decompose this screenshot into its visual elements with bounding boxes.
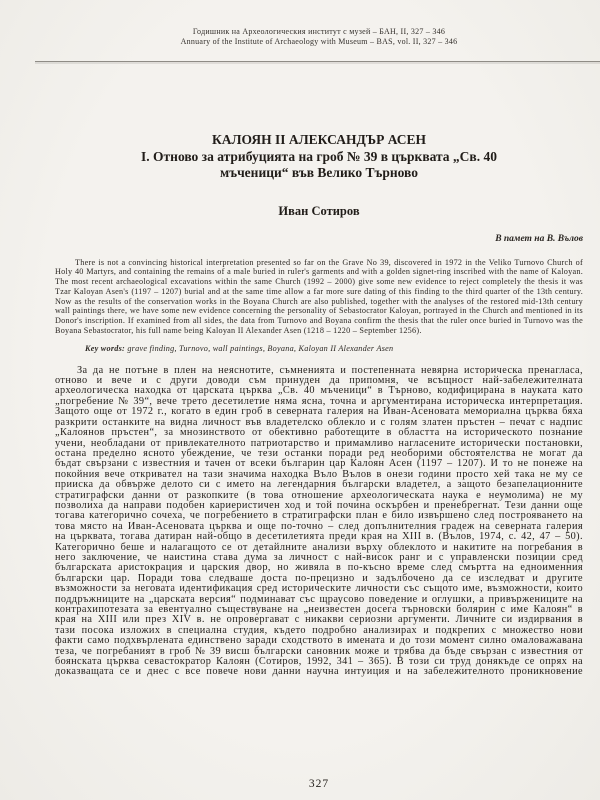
abstract-text: There is not a convincing historical interpretation presented so far on the Grave No 39, discovered in 1972 in the Veliko Turnovo Church of Holy 40 Martyrs, and containing the remains of a male buried in ruler's garments and with a golden signet-ring inscribed with the name of Kaloyan. The most recent archaeological excavations within the same Church (1992 – 2000) give some new evidence to reject completely the thesis it was Tzar Kaloyan Asen's (1197 – 1207) burial and at the same time allow a far more sure dating of this finding to the third quarter of the 13th century. Now as the results of the conservation works in the Boyana Church are also published, together with the analyses of the restored mid-13th century wall paintings there, we have some new evidence concerning the personality of Sebastocrator Kaloyan, portrayed in the Church and mentioned in its Donor's inscription. If examined from all sides, the data from Turnovo and Boyana confirm the thesis that the ruler once buried in Turnovo was the Boyana Sebastocrator, his full name being Kaloyan II Alexander Asen (1218 – 1220 – September 1256). xyxy=(55,257,583,336)
author-name: Иван Сотиров xyxy=(278,203,360,218)
page-number: 327 xyxy=(308,778,330,790)
dedication: В памет на В. Вълов xyxy=(495,233,583,244)
running-head xyxy=(55,27,583,47)
running-head-english: Annuary of the Institute of Archaeology with Museum – BAS, vol. II, 327 – 346 xyxy=(180,37,458,46)
keywords-line xyxy=(55,344,583,354)
article-subtitle-line2: мъченици“ във Велико Търново xyxy=(220,165,418,180)
article-subtitle-line1: I. Отново за атрибуцията на гроб № 39 в църквата „Св. 40 xyxy=(141,148,497,164)
header-rule xyxy=(35,61,600,62)
body-paragraph: За да не потъне в плен на неяснотите, съмненията и постепенната невярна историческа пренагласа, отново и вече и с други доводи съм принуден да припомня, че всъщност най-забележителната археологическа находка от царската църква „Св. 40 мъченици“ в Търново, кодифицирана в науката като „погребение № 39“, вече трето десетилетие няма ясна, точна и аргументирана историческа интерпретация. Защото още от 1972 г., когато в един гроб в северната галерия на Иван-Асеновата мемориална църква бяха разкрити останките на видна личност във владетелско облекло и с голям златен пръстен – печат с надпис „Калоянов пръстен“, за мнозинството от обективно работещите в областта на историческото познание учени, необладани от привлекателното патриотарство и примамливо нагласените исторически постановки, остана пределно ясното убеждение, че тези останки поради ред необорими обстоятелства не могат да бъдат свързани с известния и тачен от всеки българин цар Калоян Асен (1197 – 1207). И то не понеже на покойния вече откривател на тази значима находка Въло Вълов в онези години просто хей така не му се прииска да обвърже делото си с името на легендарния български владетел, а защото безапелационните стратиграфски данни от разкопките (в това отношение археологическата наука е неумолима) не му позволиха да направи подобен кариеристичен ход и той почина оскърбен и пренебрегнат. Тези данни още тогава категорично сочеха, че погребението в стратиграфски план е било извършено след построяването на това място на Иван-Асеновата църква и още по-точно – след допълнителния градеж на северната галерия на църквата, тогава датиран най-общо в десетилетията преди края на XIII в. (Вълов, 1974, с. 42, 47 – 50). Категорично беше и налагащото се от детайлните анализи върху облеклото и накитите на погребания в него заключение, че наистина става дума за личност с най-висок ранг и с управленски позиции сред българската аристокрация и царския двор, но живяла в по-късно време след смъртта на едноименния български цар. Поради това следваше доста по-прецизно и задълбочено да се изследват и другите възможности за неговата идентификация сред историческите личности със същото име, възможности, които поддръжниците на „царската версия“ подминават със щраусово поведение и оглушки, а привържениците на контрахипотезата за евентуално съществуване на „неизвестен досега търновски болярин с име Калоян“ в края на XIII или през XIV в. не опровергават с никакви сериозни аргументи. Личните си издирвания в тази посока изложих в специална студия, където подробно анализирах и подкрепих с множество нови факти само подхвърлената единствено заради сходството в имената и до този момент силно омаловажавана теза, че погребаният в гроб № 39 висш български сановник може и трябва да бъде свързан с известния от боянската църква севастократор Калоян (Сотиров, 1992, 341 – 365). В този си труд донякъде се опрях на доказващата се и днес с все повече нови данни научна интуиция и на забележителното проникновение xyxy=(55,364,583,678)
keywords-label: Key words: xyxy=(85,343,126,353)
running-head-bulgarian: Годишник на Археологическия институт с музей – БАН, II, 327 – 346 xyxy=(192,27,446,36)
keywords-text: grave finding, Turnovo, wall paintings, Boyana, Kaloyan II Alexander Asen xyxy=(125,343,394,353)
article-title-main: КАЛОЯН II АЛЕКСАНДЪР АСЕН xyxy=(211,132,427,147)
article-title xyxy=(55,132,583,182)
